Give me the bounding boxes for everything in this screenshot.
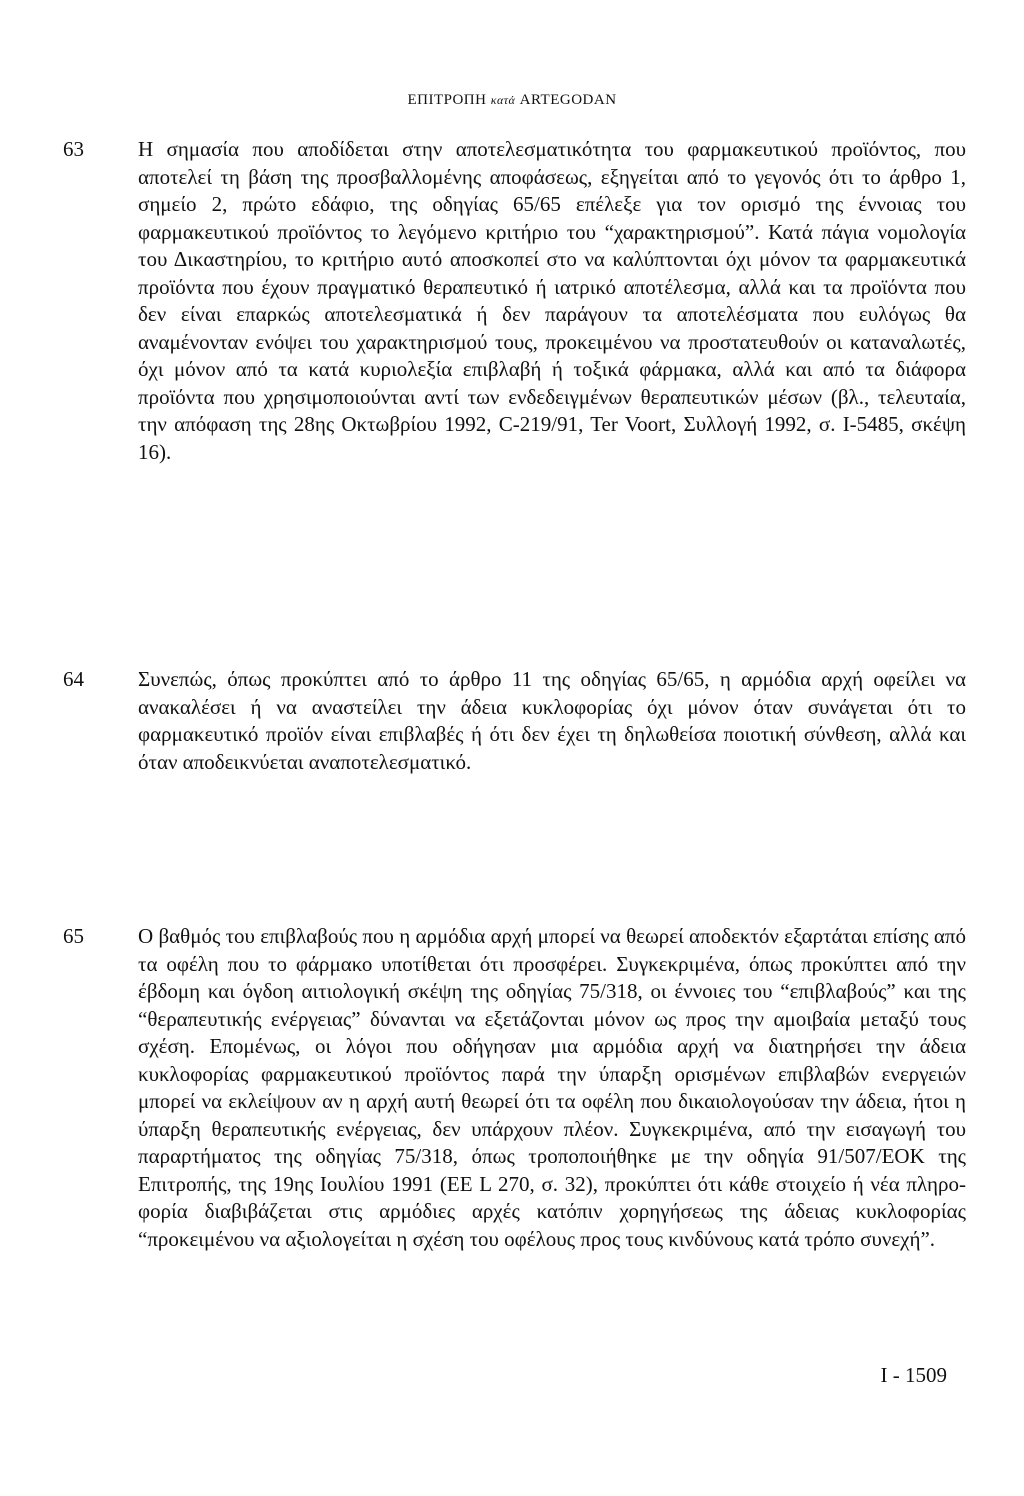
paragraph-number: 64 xyxy=(63,667,84,691)
page-number: I - 1509 xyxy=(880,1363,947,1387)
paragraph-number: 63 xyxy=(63,137,84,161)
paragraph-number: 65 xyxy=(63,924,84,948)
paragraph-text: Ο βαθμός του επιβλαβούς που η αρμόδια αρχή μπορεί να θεωρεί αποδεκτόν εξαρτάται επίσης από τα οφέλη που το φάρμακο υποτίθεται ότι προσφέρει. Συγκεκριμένα, όπως προκύπτει από την έβδομη και όγδοη αιτιολογική σκέψη της οδηγίας 75/318, οι έννοιες του “επιβλαβούς” και της “θεραπευτικής ενέργειας” δύνανται να εξετάζονται μόνον ως προς την αμοιβαία μεταξύ τους σχέση. Επομένως, οι λόγοι που οδήγησαν μια αρμόδια αρχή να διατηρήσει την άδεια κυκλοφορίας φαρμακευτικού προϊόντος παρά την ύπαρξη ορισμένων επιβλαβών ενεργειών μπορεί να εκλείψουν αν η αρχή αυτή θεωρεί ότι τα οφέλη που δικαιολογούσαν την άδεια, ήτοι η ύπαρξη θεραπευτικής ενέργειας, δεν υπάρχουν πλέον. Συγκεκριμένα, από την εισαγωγή του παραρτήματος της οδηγίας 75/318, όπως τροποποιήθηκε με την οδηγία 91/507/ΕΟΚ της Επιτροπής, της 19ης Ιουλίου 1991 (ΕΕ L 270, σ. 32), προκύπτει ότι κάθε στοιχείο ή νέα πληροφορία διαβιβάζεται στις αρμόδιες αρχές κατόπιν χορηγήσεως της άδειας κυκλοφορίας “προκειμένου να αξιολογείται η σχέση του οφέλους προς τους κινδύνους κατά τρόπο συνεχή”. xyxy=(138,924,966,1251)
paragraph-text: Συνεπώς, όπως προκύπτει από το άρθρο 11 της οδηγίας 65/65, η αρμόδια αρχή οφείλει να ανακαλέσει ή να αναστείλει την άδεια κυκλοφορίας όχι μόνον όταν συνάγεται ότι το φαρμακευτικό προϊόν είναι επιβλαβές ή ότι δεν έχει τη δηλωθείσα ποιοτική σύνθεση, αλλά και όταν αποδεικνύεται αναποτελεσματικό. xyxy=(138,667,966,774)
header-right: ARTEGODAN xyxy=(519,92,617,108)
running-header xyxy=(0,92,1024,109)
header-left: ΕΠΙΤΡΟΠΗ xyxy=(407,92,487,108)
header-middle: κατά xyxy=(490,93,516,107)
paragraph-text: Η σημασία που αποδίδεται στην αποτελεσματικότητα του φαρμακευτικού προϊόντος, που αποτελεί τη βάση της προσβαλλομένης αποφάσεως, εξηγείται από το γεγονός ότι το άρθρο 1, σημείο 2, πρώτο εδάφιο, της οδηγίας 65/65 επέλεξε για τον ορισμό της έννοιας του φαρμακευτικού προϊόντος το λεγόμενο κριτήριο του “χαρακτηρισμού”. Κατά πάγια νομολογία του Δικαστηρίου, το κριτήριο αυτό αποσκοπεί στο να καλύπτονται όχι μόνον τα φαρμακευτικά προϊόντα που έχουν πραγματικό θεραπευτικό ή ιατρικό αποτέλεσμα, αλλά και τα προϊόντα που δεν είναι επαρκώς αποτελεσματικά ή δεν παράγουν τα αποτελέσματα που ευλόγως θα αναμένονταν ενόψει του χαρακτηρισμού τους, προκειμένου να προστατευθούν οι καταναλωτές, όχι μόνον από τα κατά κυριολεξία επιβλαβή ή τοξικά φάρμακα, αλλά και από τα διάφορα προϊόντα που χρησιμοποιούνται αντί των ενδεδειγμένων θεραπευτικών μέσων (βλ., τελευταία, την απόφαση της 28ης Οκτωβρίου 1992, C-219/91, Ter Voort, Συλλογή 1992, σ. I-5485, σκέψη 16). xyxy=(138,137,966,464)
